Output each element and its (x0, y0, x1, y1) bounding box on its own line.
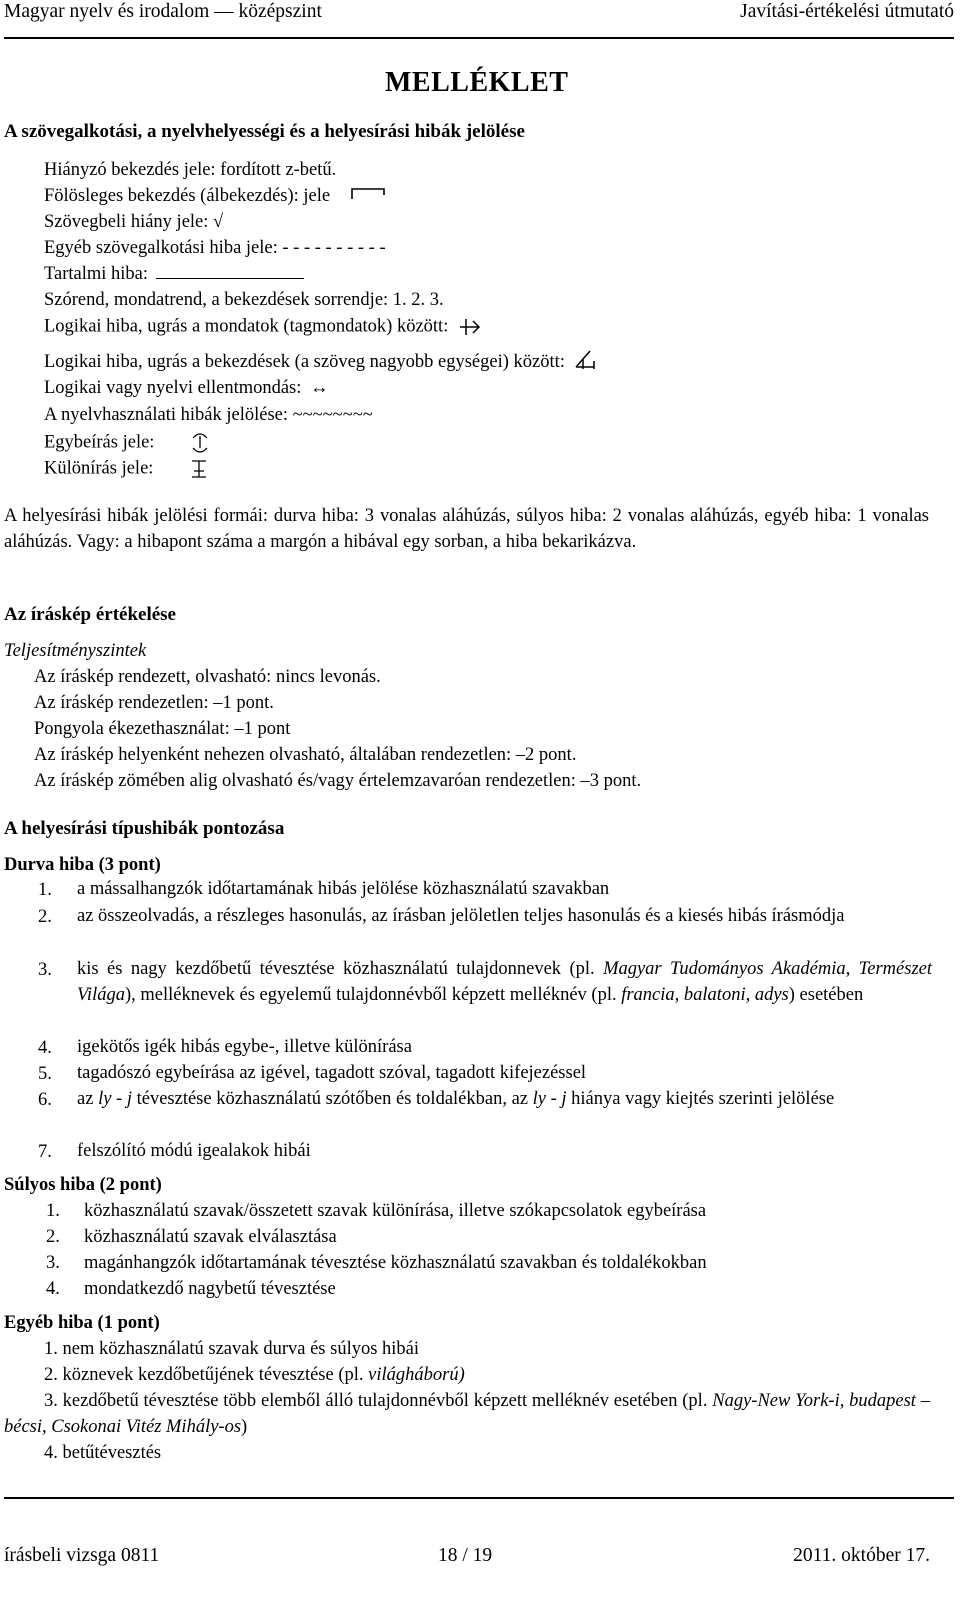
header-left: Magyar nyelv és irodalom — középszint (4, 1, 322, 22)
handwriting-subheading: Teljesítményszintek (4, 641, 147, 661)
mark-separated (44, 457, 210, 481)
other-item-3-text: 3. kezdőbetű tévesztése több elemből álló tulajdonnévből képzett melléknév esetében (pl. (44, 1391, 713, 1411)
joined-writing-icon (189, 431, 211, 455)
extra-paragraph-icon (349, 181, 389, 203)
mark-word-order: Szórend, mondatrend, a bekezdések sorrendje: 1. 2. 3. (44, 290, 444, 310)
severe-item-number: 3. (38, 960, 52, 980)
handwriting-level-2: Az íráskép rendezetlen: –1 pont. (34, 693, 274, 713)
severe-item-number: 7. (38, 1142, 52, 1162)
other-item-3-examples: Nagy-New York-i, budapest – bécsi, Csokonai Vitéz Mihály-os (4, 1391, 930, 1438)
severe-item-5: tagadószó egybeírása az igével, tagadott szóval, tagadott kifejezéssel (77, 1063, 587, 1083)
serious-item-number: 2. (46, 1227, 60, 1247)
severe-item-3-text-a: kis és nagy kezdőbetű tévesztése közhasználatú tulajdonnevek (pl. (77, 959, 604, 979)
mark-contradiction-label: Logikai vagy nyelvi ellentmondás: (44, 378, 302, 398)
footer-page-number: 18 / 19 (438, 1545, 493, 1566)
other-item-1: 1. nem közhasználatú szavak durva és súlyos hibái (44, 1339, 420, 1359)
mark-logic-sentences-label: Logikai hiba, ugrás a mondatok (tagmondatok) között: (44, 316, 449, 337)
mark-joined (44, 431, 211, 455)
mark-logic-paragraphs-label: Logikai hiba, ugrás a bekezdések (a szöveg nagyobb egységei) között: (44, 352, 565, 372)
severe-item-3-text-b: ), melléknevek és egyelemű tulajdonnévből képzett melléknév (pl. (124, 985, 622, 1006)
other-item-3 (4, 1388, 930, 1441)
handwriting-heading: Az íráskép értékelése (4, 604, 176, 625)
mark-missing-text: Szövegbeli hiány jele: √ (44, 212, 224, 232)
severe-item-6-text-a: az (77, 1089, 99, 1109)
severe-item-3 (77, 956, 932, 1009)
other-item-3-close: ) (241, 1417, 248, 1438)
severe-item-number: 6. (38, 1090, 52, 1110)
serious-heading: Súlyos hiba (2 pont) (4, 1175, 162, 1195)
serious-item-number: 4. (46, 1279, 60, 1299)
severe-item-number: 2. (38, 907, 52, 927)
separate-writing-icon (188, 457, 210, 481)
page-title: MELLÉKLET (385, 67, 569, 98)
severe-item-4: igekötős igék hibás egybe-, illetve különírása (77, 1037, 412, 1057)
severe-item-6-text-c: hiánya vagy kiejtés szerinti jelölése (566, 1089, 835, 1109)
severe-item-6-text-b: tévesztése közhasználatú szótőben és toldalékban, az (131, 1089, 533, 1109)
handwriting-level-5: Az íráskép zömében alig olvasható és/vagy értelemzavaróan rendezetlen: –3 pont. (34, 771, 642, 791)
footer-left: írásbeli vizsga 0811 (4, 1545, 160, 1566)
mark-extra-paragraph (44, 186, 389, 207)
other-heading: Egyéb hiba (1 pont) (4, 1313, 160, 1333)
mark-logic-paragraphs (44, 352, 598, 373)
logic-jump-paragraph-icon (572, 347, 598, 371)
severe-item-1: a mássalhangzók időtartamának hibás jelölése közhasználatú szavakban (77, 879, 610, 899)
severe-item-6 (77, 1086, 932, 1112)
contradiction-icon: ↔ (310, 378, 329, 398)
footer-right: 2011. október 17. (793, 1545, 930, 1566)
severe-heading: Durva hiba (3 pont) (4, 855, 161, 875)
typical-errors-heading: A helyesírási típushibák pontozása (4, 818, 285, 839)
marks-heading: A szövegalkotási, a nyelvhelyességi és a helyesírási hibák jelölése (4, 121, 525, 142)
mark-missing-paragraph: Hiányzó bekezdés jele: fordított z-betű. (44, 160, 337, 180)
mark-separated-label: Különírás jele: (44, 458, 154, 479)
serious-item-number: 1. (46, 1201, 60, 1221)
mark-other-error: Egyéb szövegalkotási hiba jele: - - - - - - - - - - (44, 238, 386, 258)
mark-logic-sentences (44, 316, 483, 338)
mark-usage-error: A nyelvhasználati hibák jelölése: ~~~~~~~~ (44, 405, 373, 425)
handwriting-level-3: Pongyola ékezethasználat: –1 pont (34, 719, 291, 739)
logic-jump-sentence-icon (457, 316, 483, 338)
severe-item-3-examples-a: Magyar Tudományos Akadémia, Természet Világa (77, 959, 933, 1006)
severe-item-3-examples-b: francia, balatoni, adys (621, 985, 789, 1006)
serious-item-2: közhasználatú szavak elválasztása (84, 1227, 337, 1247)
other-item-4: 4. betűtévesztés (44, 1443, 162, 1463)
handwriting-level-1: Az íráskép rendezett, olvasható: nincs levonás. (34, 667, 381, 687)
other-item-2-example: világháború) (368, 1365, 465, 1385)
severe-item-7: felszólító módú igealakok hibái (77, 1141, 311, 1161)
mark-content-error (44, 264, 304, 285)
serious-item-1: közhasználatú szavak/összetett szavak különírása, illetve szókapcsolatok egybeírása (84, 1201, 707, 1221)
serious-item-number: 3. (46, 1253, 60, 1273)
mark-content-error-label: Tartalmi hiba: (44, 264, 149, 284)
other-item-2 (44, 1365, 465, 1386)
footer-rule (4, 1497, 954, 1499)
severe-item-6-example-b: ly - j (532, 1089, 567, 1109)
mark-joined-label: Egybeírás jele: (44, 432, 155, 453)
severe-item-number: 1. (38, 880, 52, 900)
header-right: Javítási-értékelési útmutató (740, 1, 954, 22)
severe-item-number: 5. (38, 1064, 52, 1084)
severe-item-2: az összeolvadás, a részleges hasonulás, az írásban jelöletlen teljes hasonulás és a kiesés hibás írásmódja (77, 906, 845, 926)
spelling-forms-paragraph: A helyesírási hibák jelölési formái: durva hiba: 3 vonalas aláhúzás, súlyos hiba: 2 vonalas aláhúzás, egyéb hiba: 1 vonalas aláhúzás. Vagy: a hibapont száma a margón a hibával egy sorban, a hiba bekarikázva. (4, 506, 929, 553)
other-item-2-text: 2. köznevek kezdőbetűjének tévesztése (pl. (44, 1365, 369, 1385)
mark-contradiction (44, 378, 329, 399)
serious-item-4: mondatkezdő nagybetű tévesztése (84, 1279, 336, 1299)
content-error-underline (156, 277, 304, 279)
handwriting-level-4: Az íráskép helyenként nehezen olvasható, általában rendezetlen: –2 pont. (34, 745, 577, 765)
serious-item-3: magánhangzók időtartamának tévesztése közhasználatú szavakban és toldalékokban (84, 1253, 707, 1273)
severe-item-6-example-a: ly - j (98, 1089, 132, 1109)
mark-extra-paragraph-label: Fölösleges bekezdés (álbekezdés): jele (44, 186, 331, 206)
severe-item-number: 4. (38, 1038, 52, 1058)
severe-item-3-text-c: ) esetében (788, 985, 864, 1006)
header-rule (4, 37, 954, 39)
